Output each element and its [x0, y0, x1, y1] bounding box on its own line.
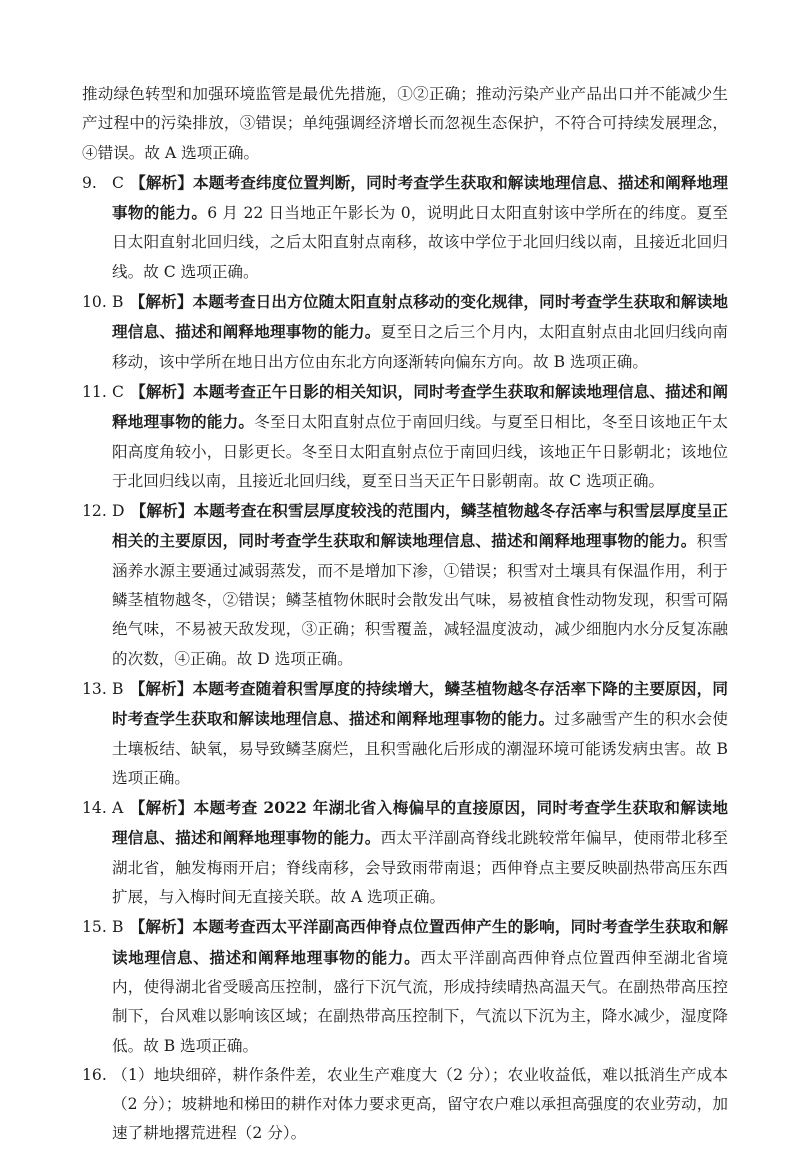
analysis-lead: 本题考查 2022 年湖北省入梅偏早的直接原因，同时考查学生获取和解读地理信息、描述和阐释地理事物的能力。 — [112, 798, 728, 848]
answer-page — [82, 80, 728, 1149]
answer-letter: B — [112, 918, 124, 937]
analysis-tag: 【解析】 — [129, 292, 193, 312]
analysis-tag: 【解析】 — [129, 172, 194, 192]
answer-letter: C — [112, 173, 124, 192]
answer-item — [82, 674, 728, 793]
answer-item — [82, 377, 728, 496]
answer-item — [82, 1061, 728, 1149]
analysis-body: 6 月 22 日当地正午影长为 0，说明此日太阳直射该中学所在的纬度。夏至日太阳直射北回归线，之后太阳直射点南移，故该中学位于北回归线以南，且接近北回归线。故 C 选项正确。 — [112, 204, 728, 281]
answer-letter: D — [112, 502, 125, 521]
analysis-lead: 本题考查在积雪层厚度较浅的范围内，鳞茎植物越冬存活率与积雪层厚度呈正相关的主要原因，同时考查学生获取和解读地理信息、描述和阐释地理事物的能力。 — [112, 501, 728, 551]
answer-letter: B — [112, 679, 124, 698]
answer-letter: B — [112, 293, 124, 312]
analysis-tag: 【解析】 — [129, 381, 194, 401]
question-number: 16. — [82, 1065, 107, 1084]
answer-item — [82, 496, 728, 674]
analysis-body: 西太平洋副高脊线北跳较常年偏早，使雨带北移至湖北省，触发梅雨开启；脊线南移，会导致雨带南退；西伸脊点主要反映副热带高压东西扩展，与入梅时间无直接关联。故 A 选项正确。 — [112, 829, 728, 907]
question-number: 15. — [82, 918, 107, 937]
answer-list — [82, 168, 728, 1149]
analysis-lead: 本题考查西太平洋副高西伸脊点位置西伸产生的影响，同时考查学生获取和解读地理信息、描述和阐释地理事物的能力。 — [112, 917, 728, 967]
analysis-lead: 本题考查日出方位随太阳直射点移动的变化规律，同时考查学生获取和解读地理信息、描述和阐释地理事物的能力。 — [112, 292, 728, 342]
question-number: 13. — [82, 679, 107, 698]
analysis-tag: 【解析】 — [129, 917, 193, 937]
question-number: 9. — [82, 173, 97, 192]
analysis-body: 冬至日太阳直射点位于南回归线。与夏至日相比，冬至日该地正午太阳高度角较小，日影更长。冬至日太阳直射点位于南回归线，该地正午日影朝北；该地位于北回归线以南，且接近北回归线，夏至日当天正午日影朝南。故 C 选项正确。 — [112, 413, 728, 490]
analysis-body: 夏至日之后三个月内，太阳直射点由北回归线向南移动，该中学所在地日出方位由东北方向逐渐转向偏东方向。故 B 选项正确。 — [112, 323, 728, 371]
question-number: 12. — [82, 502, 107, 521]
question-number: 11. — [82, 382, 107, 401]
answer-item — [82, 793, 728, 912]
analysis-body: （1）地块细碎，耕作条件差，农业生产难度大（2 分）；农业收益低，难以抵消生产成本（2 分）；坡耕地和梯田的耕作对体力要求更高，留守农户难以承担高强度的农业劳动，加速了耕地撂荒进程（2 分）。 — [112, 1065, 728, 1143]
question-number: 10. — [82, 293, 107, 312]
analysis-lead: 本题考查随着积雪厚度的持续增大，鳞茎植物越冬存活率下降的主要原因，同时考查学生获取和解读地理信息、描述和阐释地理事物的能力。 — [112, 678, 728, 729]
analysis-tag: 【解析】 — [130, 501, 194, 521]
answer-item — [82, 168, 728, 287]
analysis-body: 积雪涵养水源主要通过减弱蒸发，而不是增加下渗，①错误；积雪对土壤具有保温作用，利于鳞茎植物越冬，②错误；鳞茎植物休眠时会散发出气味，易被植食性动物发现，积雪可隔绝气味，不易被天敌发现，③正确；积雪覆盖，减轻温度波动，减少细胞内水分反复冻融的次数，④正确。故 D 选项正确。 — [112, 532, 728, 668]
analysis-tag: 【解析】 — [129, 678, 193, 698]
analysis-body: 西太平洋副高西伸脊点位置西伸至湖北省境内，使得湖北省受暖高压控制，盛行下沉气流，形成持续晴热高温天气。在副热带高压控制下，台风难以影响该区域；在副热带高压控制下，气流以下沉为主，降水减少，湿度降低。故 B 选项正确。 — [112, 948, 728, 1055]
analysis-body: 过多融雪产生的积水会使土壤板结、缺氧，易导致鳞茎腐烂，且积雪融化后形成的潮湿环境可能诱发病虫害。故 B 选项正确。 — [112, 710, 728, 787]
analysis-lead: 本题考查纬度位置判断，同时考查学生获取和解读地理信息、描述和阐释地理事物的能力。 — [112, 172, 728, 223]
answer-letter: C — [112, 382, 124, 401]
question-number: 14. — [82, 799, 107, 818]
answer-item — [82, 912, 728, 1060]
answer-letter: A — [112, 799, 124, 818]
analysis-lead: 本题考查正午日影的相关知识，同时考查学生获取和解读地理信息、描述和阐释地理事物的能力。 — [112, 381, 728, 432]
analysis-tag: 【解析】 — [129, 798, 194, 818]
intro-paragraph: 推动绿色转型和加强环境监管是最优先措施，①②正确；推动污染产业产品出口并不能减少生产过程中的污染排放，③错误；单纯强调经济增长而忽视生态保护，不符合可持续发展理念，④错误。故 A 选项正确。 — [82, 85, 728, 162]
answer-item — [82, 287, 728, 377]
